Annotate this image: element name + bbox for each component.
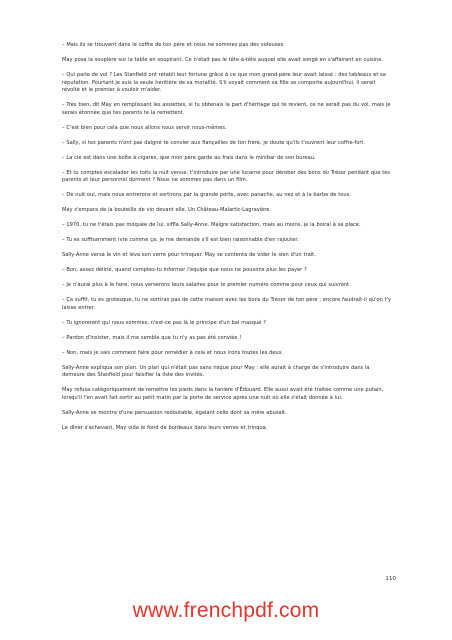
paragraph: – Ça suffit, tu es grotesque, tu ne sortiras pas de cette maison avec les bons du Trésor de ton père ; encore faudrait-il qu'on t'y laisse entrer. (62, 297, 392, 311)
paragraph: – Sally, si tes parents n'ont pas daigné te convier aux fiançailles de ton frère, je doute qu'ils t'ouvrent leur coffre-fort. (62, 139, 366, 146)
paragraph: – Et tu comptes escalader les toits la nuit venue, t'introduire par une lucarne pour dérober des bons du Trésor pendant que tes parents et leur personnel dorment ? Nous ne sommes pas dans un film. (62, 169, 391, 184)
paragraph: – Tu es suffisamment ivre comme ça, je me demande s'il est bien raisonnable d'en rajouter. (62, 237, 299, 244)
paragraph: – De nuit oui, mais nous entrerons et sortirons par la grande porte, avec panache, au nez et à la barbe de tous. (62, 192, 351, 199)
paragraph: Sally-Anne expliqua son plan. Un plan qui n'était pas sans risque pour May : elle aurait à charge de s'introduire dans la demeure des Stanfield pour falsifier la liste des invités. (62, 364, 370, 379)
paragraph: – La clé est dans une boîte à cigares, que mon père garde au frais dans le minibar de son bureau. (62, 154, 316, 161)
body-text (62, 42, 394, 440)
paragraph: Le dîner s'achevant, May vida le fond de bordeaux dans leurs verres et trinqua. (62, 424, 268, 431)
paragraph: – Pardon d'insister, mais il me semble que tu n'y as pas été conviée ! (62, 334, 242, 341)
paragraph: – Tu ignorerent qui nous sommes, n'est-ce pas là le principe d'un bal masqué ? (62, 319, 266, 326)
paragraph: Sally-Anne versa le vin et leva son verre pour trinquer. May se contenta de vider le sien d'un trait. (62, 252, 316, 259)
paragraph: – Non, mais je sais comment faire pour remédier à cela et nous irons toutes les deux. (62, 349, 284, 356)
paragraph: May posa la soupière sur la table en soupirant. Ce n'était pas le tête-à-tête auquel elle avait songé en s'affairant en cuisine. (62, 56, 384, 63)
watermark-link[interactable]: www.frenchpdf.com (132, 599, 320, 622)
paragraph: – Mais ils se trouvent dans le coffre de ton père et nous ne sommes pas des voleuses. (62, 42, 285, 48)
paragraph: – C'est bien pour cela que nous allons nous servir nous-mêmes. (62, 124, 227, 131)
paragraph: – Qui parle de vol ? Les Stanfield ont rétabli leur fortune grâce à ce que mon grand-père leur avait laissé : des tableaux et sa réputation. Pourtant je suis la seule héritière de sa moralité. S'il voyait comment sa fille se comporte aujourd'hui, il serait révolté et le premier à vouloir m'aider. (62, 71, 386, 94)
paragraph: – 1970, tu ne t'étais pas moquée de lui, siffla Sally-Anne. Maigre satisfaction, mais au moins, je la boirai à sa place. (62, 222, 361, 229)
paragraph: May refusa catégoriquement de remettre les pieds dans la tanière d'Édouard. Elle aussi avait été traitée comme une putain, lorsqu'il l'en avait fait sortir au petit matin par la porte de service après une nuit où elle s'était donnée à lui. (62, 387, 384, 401)
paragraph: May s'empara de la bouteille de vin devant elle. Un Château-Malartic-Lagravière. (62, 207, 271, 214)
paragraph: – Je n'aurai plus à le faire, nous verserons leurs salaires pour le premier numéro comme pour ceux qui suivront. (62, 282, 351, 289)
paragraph: – Bon, assez délirié, quand comptes-tu informer l'équipe que nous ne pouvons plus les payer ? (62, 267, 307, 274)
paragraph: Sally-Anne se montra d'une persuasion redoutable, égalant celle dont sa mère abusait. (62, 409, 287, 416)
page-number: 110 (385, 576, 396, 582)
paragraph: – Très bien, dit May en remplissant les assiettes, si tu obtenais la part d'héritage qui te revient, ce ne serait pas du vol, mais je serais étonnée que tes parents te la remettent. (62, 102, 391, 116)
